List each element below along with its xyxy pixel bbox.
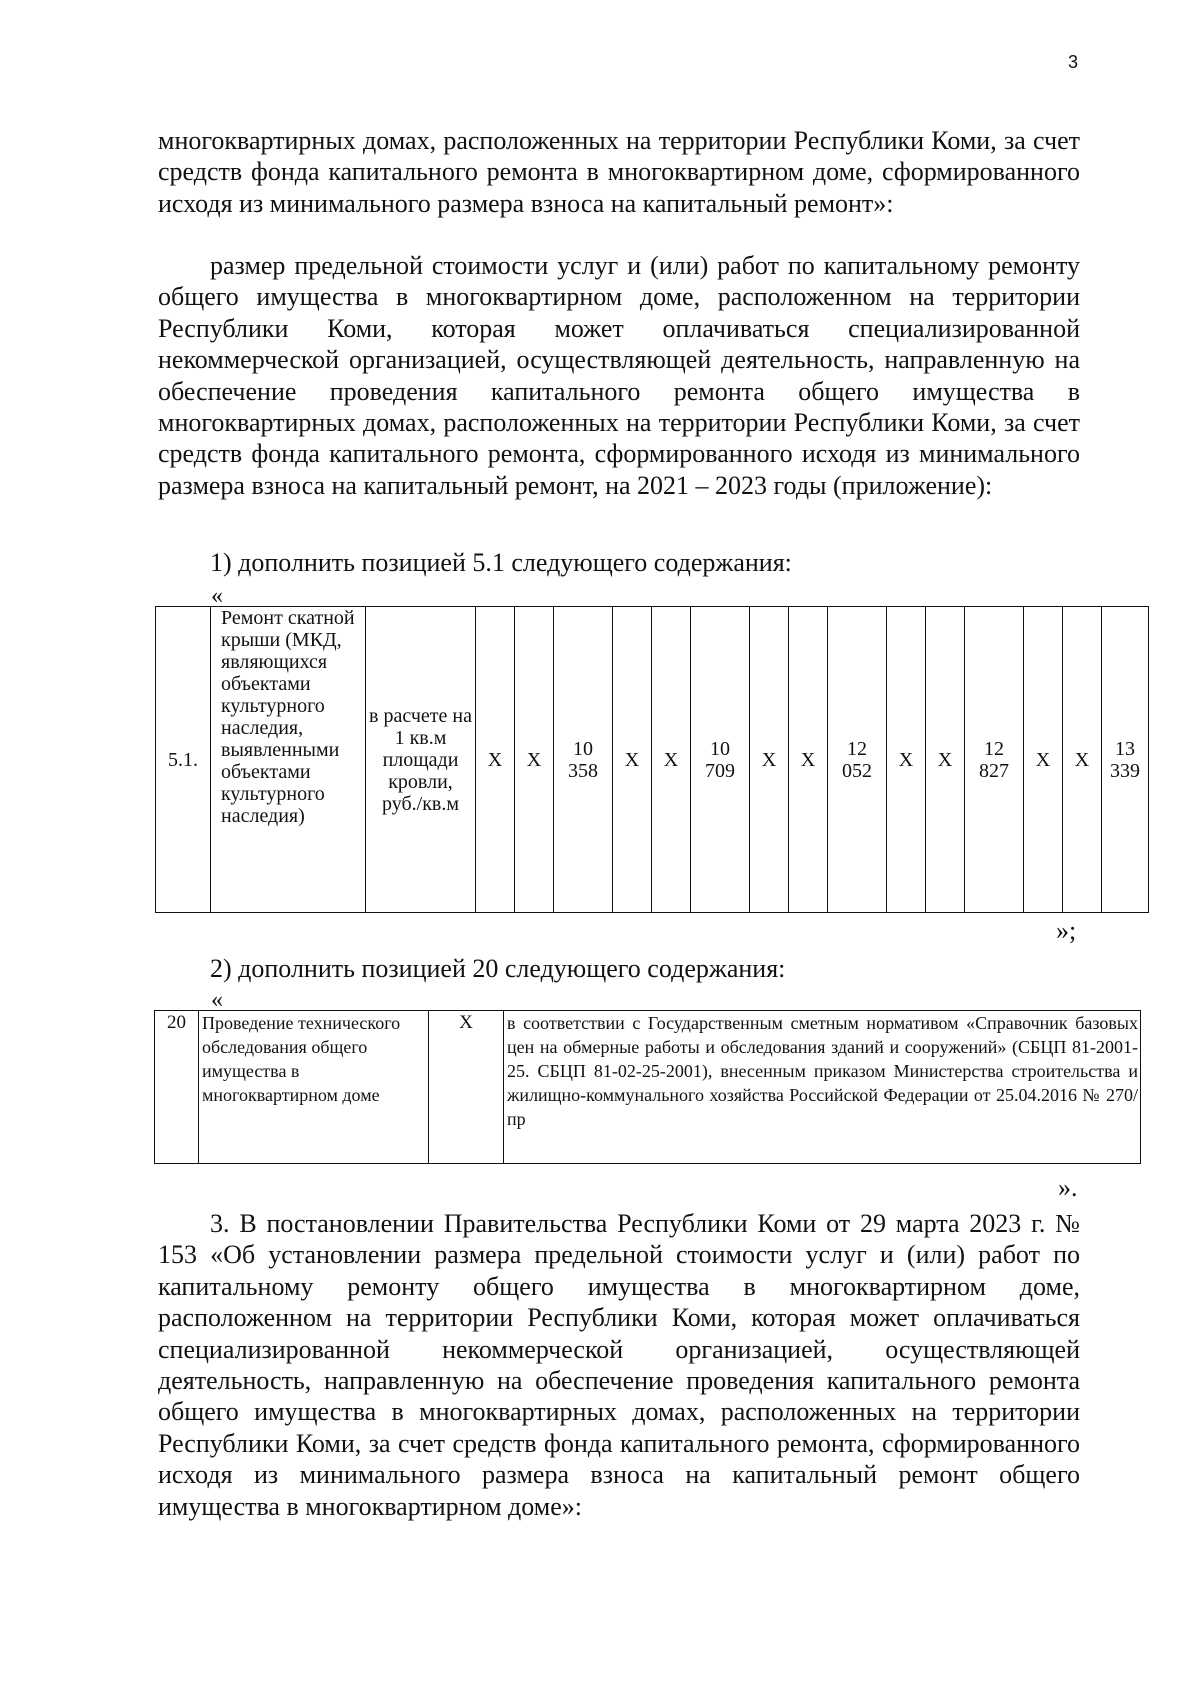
table-row [156, 607, 1149, 913]
value-cell: X [429, 1011, 504, 1164]
value-cell: X [1024, 607, 1063, 913]
item2-heading: 2) дополнить позицией 20 следующего содержания: [210, 954, 786, 983]
quote-close-1: »; [1056, 916, 1077, 945]
table-position-5-1 [155, 606, 1149, 913]
position-number: 20 [155, 1011, 199, 1164]
value-cell: 10 358 [554, 607, 613, 913]
intro-paragraph: многоквартирных домах, расположенных на территории Республики Коми, за счет средств фонда капитального ремонта в многоквартирном доме, сформированного исходя из минимального размера взноса на капитальный ремонт»: [158, 126, 1080, 218]
value-cell: X [750, 607, 789, 913]
value-cell: X [652, 607, 691, 913]
value-cell: 12 052 [828, 607, 887, 913]
value-cell: X [926, 607, 965, 913]
value-cell: X [789, 607, 828, 913]
table-row [155, 1011, 1141, 1164]
quote-open-2: « [211, 987, 223, 1013]
position-description: в соответствии с Государственным сметным нормативом «Справочник базовых цен на обмерные работы и обследования зданий и сооружений» (СБЦП 81-2001-25. СБЦП 81-02-25-2001), внесенным приказом Министерства строительства и жилищно-коммунального хозяйства Российской Федерации от 25.04.2016 № 270/пр [504, 1011, 1141, 1164]
value-cell: X [515, 607, 554, 913]
value-cell: 12 827 [965, 607, 1024, 913]
size-paragraph: размер предельной стоимости услуг и (или) работ по капитальному ремонту общего имущества в многоквартирном доме, расположенном на территории Республики Коми, которая может оплачиваться специализированной некоммерческой организацией, осуществляющей деятельность, направленную на обеспечение проведения капитального ремонта общего имущества в многоквартирных домах, расположенных на территории Республики Коми, за счет средств фонда капитального ремонта, сформированного исходя из минимального размера взноса на капитальный ремонт, на 2021 – 2023 годы (приложение): [158, 251, 1080, 500]
position-name: Ремонт скатной крыши (МКД, являющихся объектами культурного наследия, выявленными объектами культурного наследия) [211, 607, 366, 913]
position-name: Проведение технического обследования общего имущества в многоквартирном доме [199, 1011, 429, 1164]
section3-paragraph: 3. В постановлении Правительства Республики Коми от 29 марта 2023 г. № 153 «Об установлении размера предельной стоимости услуг и (или) работ по капитальному ремонту общего имущества в многоквартирном доме, расположенном на территории Республики Коми, которая может оплачиваться специализированной некоммерческой организацией, осуществляющей деятельность, направленную на обеспечение проведения капитального ремонта общего имущества в многоквартирных домах, расположенных на территории Республики Коми, за счет средств фонда капитального ремонта, сформированного исходя из минимального размера взноса на капитальный ремонт общего имущества в многоквартирном доме»: [158, 1209, 1080, 1521]
value-cell: X [887, 607, 926, 913]
page-number: 3 [1068, 52, 1079, 72]
value-cell: X [613, 607, 652, 913]
item1-heading: 1) дополнить позицией 5.1 следующего содержания: [210, 548, 792, 577]
position-number: 5.1. [156, 607, 211, 913]
quote-open-1: « [211, 583, 223, 609]
position-unit: в расчете на 1 кв.м площади кровли, руб./кв.м [366, 607, 476, 913]
value-cell: X [476, 607, 515, 913]
value-cell: 10 709 [691, 607, 750, 913]
value-cell: 13 339 [1102, 607, 1149, 913]
quote-close-2: ». [1058, 1173, 1078, 1202]
table-position-20 [154, 1010, 1141, 1164]
value-cell: X [1063, 607, 1102, 913]
